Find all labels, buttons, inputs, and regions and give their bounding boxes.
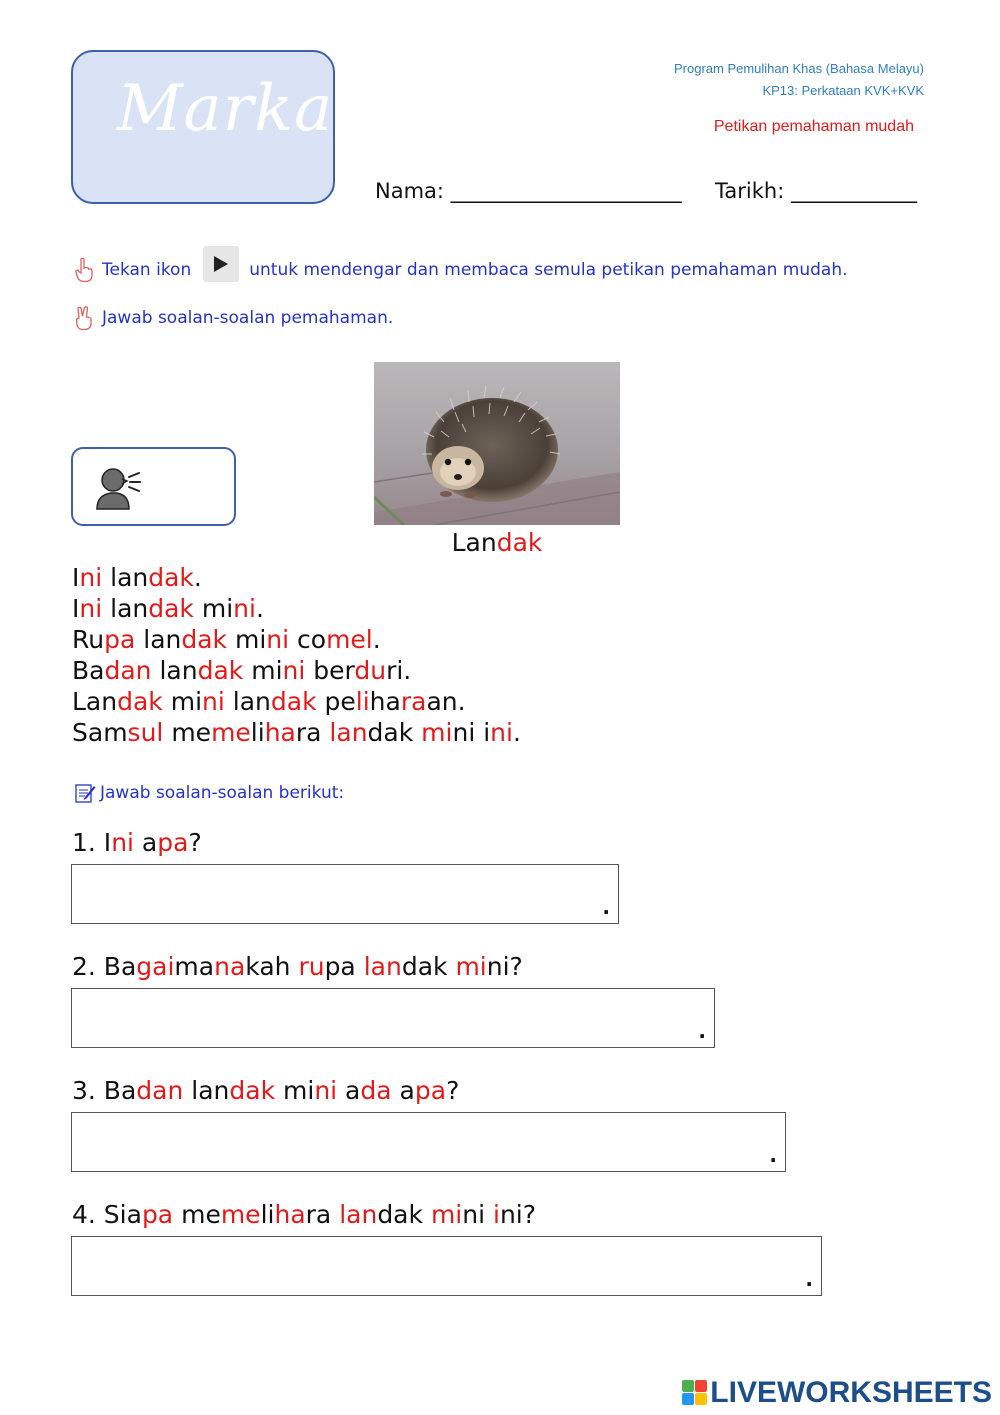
syllable-highlight: li [355, 687, 370, 716]
syllable-highlight: ni [314, 1076, 338, 1105]
question-3 [72, 1076, 459, 1105]
instruction-2 [72, 305, 393, 331]
hand-two-fingers-icon [72, 305, 96, 331]
question-2 [72, 952, 523, 981]
picture-caption [374, 528, 620, 557]
text-segment: me [163, 718, 212, 747]
syllable-highlight: ni [282, 656, 306, 685]
answer-end-mark: . [602, 895, 610, 919]
liveworksheets-logo-icon [682, 1380, 708, 1406]
answer-field-1[interactable] [71, 864, 619, 924]
task-instruction [74, 782, 344, 804]
syllable-highlight: mi [421, 718, 453, 747]
caption-part-highlight: dak [496, 528, 543, 557]
text-segment: a [391, 1076, 415, 1105]
text-segment: 4. Sia [72, 1200, 142, 1229]
syllable-highlight: pa [141, 1200, 174, 1229]
markah-box [71, 50, 376, 204]
passage-line [72, 593, 521, 624]
text-segment: ? [446, 1076, 460, 1105]
text-segment: ri. [386, 656, 412, 685]
text-segment: dak [367, 718, 422, 747]
text-segment: Sam [72, 718, 128, 747]
syllable-highlight: dak [148, 594, 194, 623]
reading-passage [72, 562, 521, 748]
text-segment: . [255, 594, 264, 623]
syllable-highlight: ni [490, 718, 513, 747]
text-segment: ni [462, 1200, 493, 1229]
syllable-highlight: lan [363, 952, 402, 981]
text-segment: lan [151, 656, 198, 685]
play-button[interactable] [203, 246, 239, 282]
passage-line [72, 655, 521, 686]
syllable-highlight: lan [339, 1200, 378, 1229]
text-segment: ni? [486, 952, 523, 981]
play-icon [213, 255, 229, 273]
syllable-highlight: ni [79, 563, 103, 592]
syllable-highlight: ra [400, 687, 427, 716]
text-segment: pe [316, 687, 356, 716]
syllable-highlight: pa [157, 828, 189, 857]
syllable-highlight: ha [274, 1200, 306, 1229]
text-segment: lan [135, 625, 182, 654]
text-segment: dak [401, 952, 456, 981]
text-segment: mi [227, 625, 267, 654]
liveworksheets-brand[interactable] [682, 1376, 992, 1410]
syllable-highlight: pa [414, 1076, 447, 1105]
passage-line [72, 686, 521, 717]
syllable-highlight: pa [104, 625, 136, 654]
text-segment: lan [224, 687, 271, 716]
syllable-highlight: ru [298, 952, 325, 981]
text-segment: mi [193, 594, 234, 623]
text-segment: a [337, 1076, 361, 1105]
instruction-1-pre: Tekan ikon [102, 260, 192, 280]
answer-end-mark: . [698, 1019, 706, 1043]
text-segment: li [250, 718, 265, 747]
answer-end-mark: . [769, 1143, 777, 1167]
syllable-highlight: i [493, 1200, 500, 1229]
text-segment: ha [369, 687, 401, 716]
worksheet-subtitle: Petikan pemahaman mudah [713, 118, 914, 135]
text-segment: Lan [72, 687, 118, 716]
text-segment: ? [188, 828, 202, 857]
syllable-highlight: ni [202, 687, 225, 716]
nama-label: Nama: [375, 179, 444, 203]
question-4 [72, 1200, 536, 1229]
text-segment: mi [243, 656, 283, 685]
syllable-highlight: dan [136, 1076, 184, 1105]
syllable-highlight: ni [233, 594, 256, 623]
text-segment: me [173, 1200, 221, 1229]
syllable-highlight: mi [430, 1200, 463, 1229]
text-segment: mi [275, 1076, 315, 1105]
text-segment: 3. Ba [72, 1076, 137, 1105]
person-speaking-icon [93, 463, 141, 511]
question-1 [72, 828, 202, 857]
passage-line [72, 624, 521, 655]
text-segment: I [72, 563, 80, 592]
syllable-highlight: dak [270, 687, 317, 716]
answer-end-mark: . [805, 1267, 813, 1291]
text-segment: an. [426, 687, 466, 716]
text-segment: Ba [72, 656, 105, 685]
syllable-highlight: ni [266, 625, 290, 654]
syllable-highlight: lan [329, 718, 368, 747]
text-segment: . [193, 563, 202, 592]
name-date-row [375, 179, 917, 203]
brand-text: LIVEWORKSHEETS [710, 1376, 992, 1409]
text-segment: ma [174, 952, 215, 981]
instruction-1 [72, 252, 848, 288]
text-segment: Ru [72, 625, 105, 654]
syllable-highlight: me [220, 1200, 261, 1229]
caption-part: Lan [451, 528, 497, 557]
syllable-highlight: dan [104, 656, 152, 685]
text-segment: co [289, 625, 327, 654]
markah-label: Markah [117, 72, 376, 146]
syllable-highlight: ni [111, 828, 134, 857]
syllable-highlight: mi [455, 952, 487, 981]
text-segment: ra [295, 718, 330, 747]
tarikh-blank[interactable]: ____________ [790, 179, 917, 203]
text-segment: li [260, 1200, 275, 1229]
text-segment: 2. Ba [72, 952, 137, 981]
task-label: Jawab soalan-soalan berikut: [100, 783, 345, 803]
syllable-highlight: dak [181, 625, 228, 654]
program-code: KP13: Perkataan KVK+KVK [762, 83, 924, 98]
answer-field-3[interactable] [71, 1112, 786, 1172]
text-segment: lan [183, 1076, 230, 1105]
syllable-highlight: gai [136, 952, 175, 981]
syllable-highlight: sul [127, 718, 164, 747]
hand-one-finger-icon [72, 257, 96, 283]
syllable-highlight: dak [229, 1076, 276, 1105]
text-segment: dak [377, 1200, 431, 1229]
text-segment: lan [102, 594, 149, 623]
tarikh-label: Tarikh: [715, 179, 785, 203]
answer-field-4[interactable] [71, 1236, 822, 1296]
pencil-note-icon [74, 782, 96, 804]
text-segment: pa [324, 952, 364, 981]
text-segment: ni? [499, 1200, 537, 1229]
nama-blank[interactable]: ______________________ [450, 179, 682, 203]
audio-button[interactable] [71, 447, 236, 526]
text-segment: . [372, 625, 381, 654]
instruction-1-post: untuk mendengar dan membaca semula petikan pemahaman mudah. [249, 260, 848, 280]
text-segment: ber [305, 656, 355, 685]
text-segment: mi [162, 687, 203, 716]
syllable-highlight: ha [264, 718, 296, 747]
syllable-highlight: na [214, 952, 246, 981]
syllable-highlight: dak [117, 687, 163, 716]
syllable-highlight: du [354, 656, 387, 685]
syllable-highlight: dak [197, 656, 244, 685]
passage-line [72, 562, 521, 593]
hedgehog-photo [374, 362, 620, 525]
syllable-highlight: dak [148, 563, 194, 592]
text-segment: a [133, 828, 158, 857]
text-segment: 1. I [72, 828, 112, 857]
instruction-2-text: Jawab soalan-soalan pemahaman. [102, 308, 394, 328]
text-segment: . [512, 718, 521, 747]
program-title: Program Pemulihan Khas (Bahasa Melayu) [673, 61, 924, 76]
text-segment: ra [305, 1200, 340, 1229]
passage-line [72, 717, 521, 748]
syllable-highlight: mel [326, 625, 373, 654]
answer-field-2[interactable] [71, 988, 715, 1048]
syllable-highlight: me [211, 718, 251, 747]
text-segment: lan [102, 563, 149, 592]
text-segment: I [72, 594, 80, 623]
syllable-highlight: ni [79, 594, 103, 623]
text-segment: ni i [452, 718, 491, 747]
syllable-highlight: da [360, 1076, 392, 1105]
text-segment: kah [245, 952, 299, 981]
